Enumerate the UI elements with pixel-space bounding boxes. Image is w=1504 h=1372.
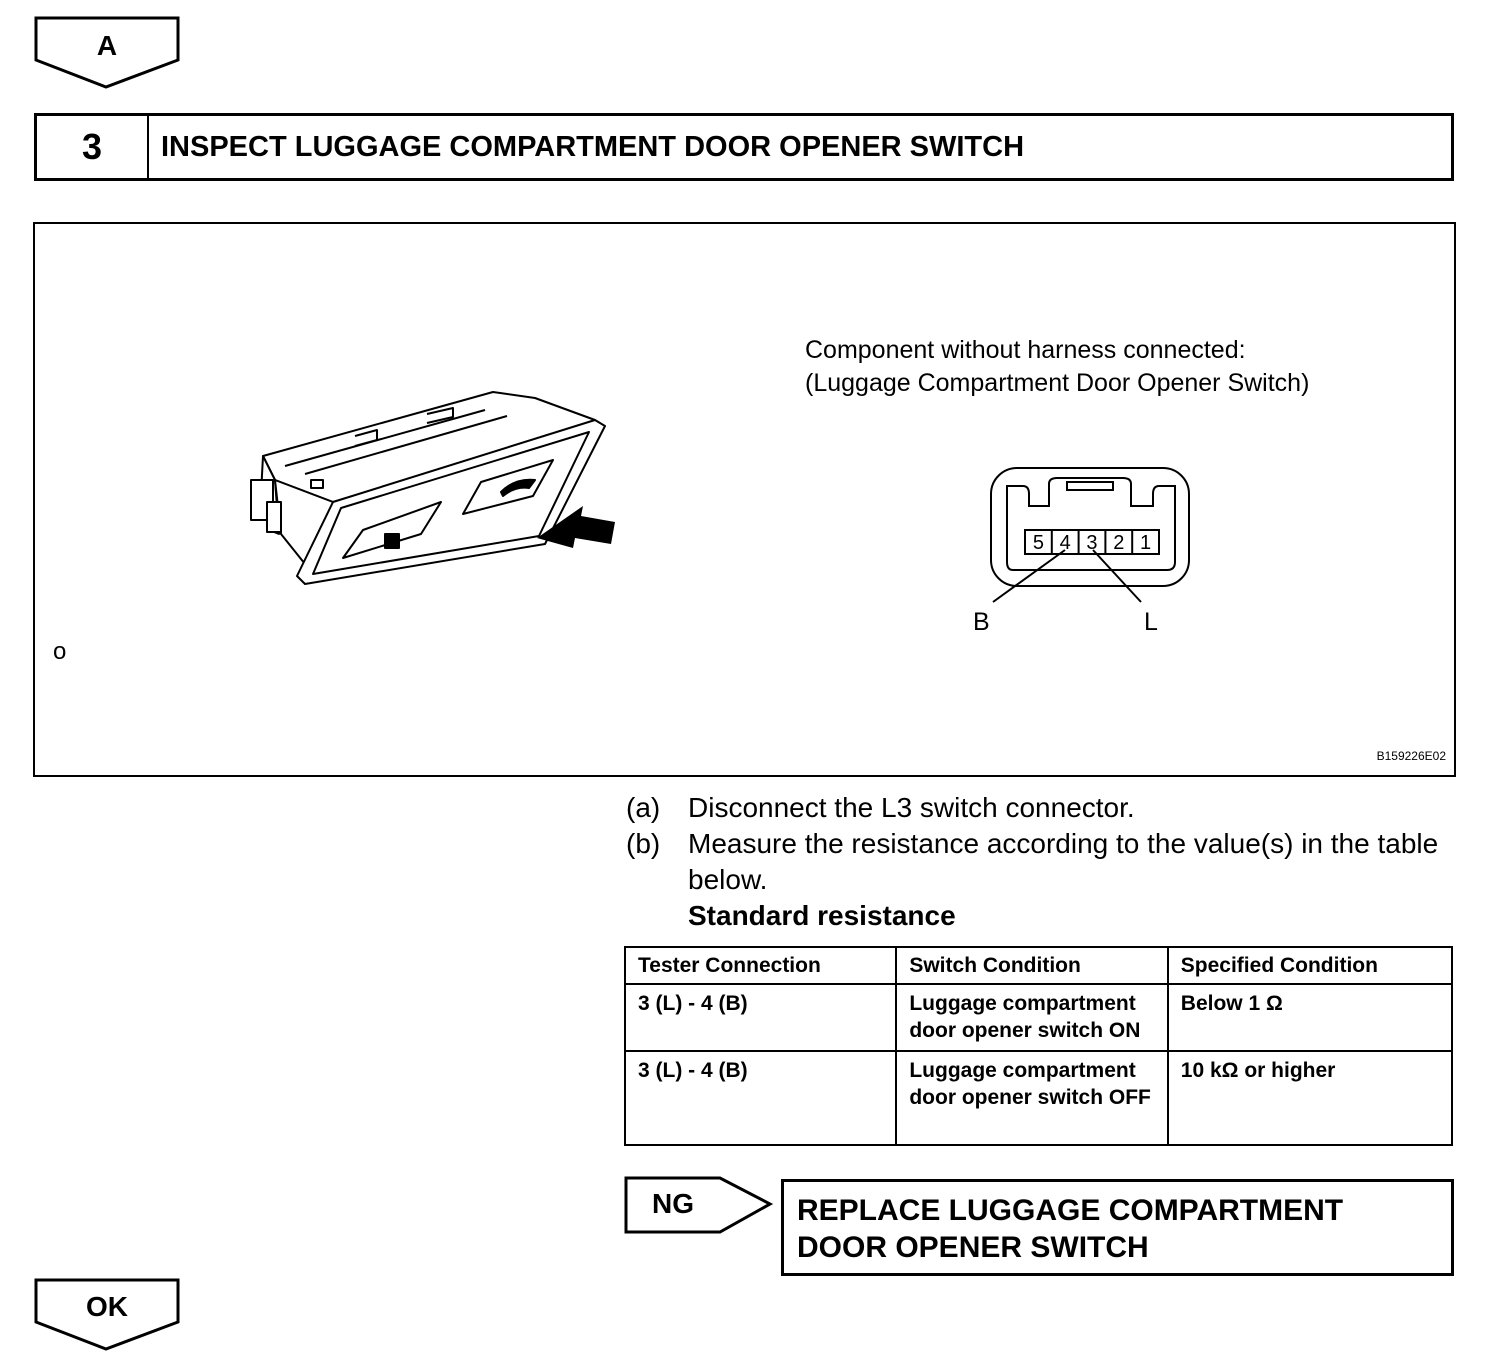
pin-label: 3 bbox=[1086, 532, 1098, 554]
ng-result-line1: REPLACE LUGGAGE COMPARTMENT bbox=[797, 1194, 1344, 1227]
table-cell: Below 1 Ω bbox=[1168, 984, 1452, 1051]
table-row bbox=[625, 984, 1452, 1051]
instruction-letter: (a) bbox=[626, 792, 661, 823]
instruction-text: Disconnect the L3 switch connector. bbox=[688, 792, 1135, 823]
switch-illustration bbox=[245, 384, 645, 594]
flag-ok-label: OK bbox=[86, 1291, 128, 1322]
table-header: Switch Condition bbox=[896, 947, 1167, 984]
flag-a-label: A bbox=[96, 30, 118, 61]
instruction-text: Measure the resistance according to the value(s) in the table below. bbox=[688, 828, 1439, 895]
figure-caption-line1: Component without harness connected: bbox=[805, 336, 1246, 364]
instruction-letter: (b) bbox=[626, 828, 661, 859]
figure-id: B159226E02 bbox=[1376, 749, 1446, 763]
ng-result-line2: DOOR OPENER SWITCH bbox=[797, 1231, 1149, 1264]
pin-label: 1 bbox=[1140, 532, 1152, 554]
ng-label: NG bbox=[652, 1188, 694, 1219]
table-cell: 10 kΩ or higher bbox=[1168, 1051, 1452, 1145]
table-cell: 3 (L) - 4 (B) bbox=[625, 984, 896, 1051]
wire-label-l: L bbox=[1144, 608, 1158, 636]
figure-caption-line2: (Luggage Compartment Door Opener Switch) bbox=[805, 369, 1310, 397]
spec-table bbox=[624, 946, 1453, 1146]
table-cell: Luggage compartment door opener switch ON bbox=[896, 984, 1167, 1051]
pin-label: 2 bbox=[1113, 532, 1125, 554]
standard-label: Standard resistance bbox=[688, 900, 956, 931]
step-header bbox=[34, 113, 1454, 181]
instructions bbox=[626, 790, 1456, 934]
table-header-row bbox=[625, 947, 1452, 984]
table-cell: Luggage compartment door opener switch OFF bbox=[896, 1051, 1167, 1145]
step-number: 3 bbox=[37, 116, 149, 178]
press-arrow-icon bbox=[535, 504, 625, 554]
ng-result-box bbox=[781, 1179, 1454, 1276]
wire-label-b: B bbox=[973, 608, 990, 636]
pin-label: 5 bbox=[1032, 532, 1044, 554]
instruction-item bbox=[626, 790, 1456, 826]
table-header: Specified Condition bbox=[1168, 947, 1452, 984]
instruction-item bbox=[626, 826, 1456, 898]
table-cell: 3 (L) - 4 (B) bbox=[625, 1051, 896, 1145]
pin-label: 4 bbox=[1059, 532, 1071, 554]
connector-pins bbox=[1025, 531, 1159, 555]
table-row bbox=[625, 1051, 1452, 1145]
table-header: Tester Connection bbox=[625, 947, 896, 984]
figure-panel bbox=[33, 222, 1456, 777]
corner-mark: o bbox=[53, 638, 67, 665]
step-title: INSPECT LUGGAGE COMPARTMENT DOOR OPENER SWITCH bbox=[161, 130, 1025, 163]
